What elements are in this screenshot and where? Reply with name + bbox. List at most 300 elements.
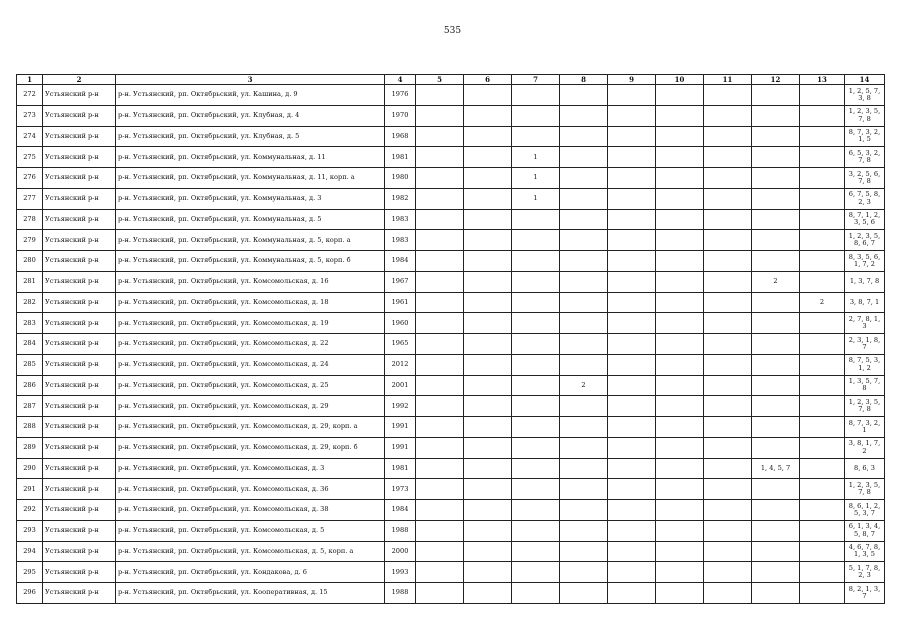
table-row [17,562,885,583]
column-header-4: 4 [385,75,416,85]
cell-col-13 [800,437,845,458]
cell-col-14: 4, 6, 7, 8, 1, 3, 5 [845,541,885,562]
column-header-6: 6 [464,75,512,85]
cell-col-9 [608,313,656,334]
register-table [16,74,885,604]
cell-col-5 [416,417,464,438]
cell-col-3: р-н. Устьянский, рп. Октябрьский, ул. Комсомольская, д. 29 [116,396,385,417]
cell-col-4: 2000 [385,541,416,562]
cell-col-8 [560,500,608,521]
cell-col-14: 8, 7, 3, 2, 1 [845,417,885,438]
cell-col-8 [560,126,608,147]
cell-col-13 [800,188,845,209]
cell-col-9 [608,479,656,500]
table-row [17,396,885,417]
table-row [17,105,885,126]
cell-col-4: 1970 [385,105,416,126]
cell-col-7 [512,541,560,562]
cell-col-4: 1984 [385,251,416,272]
cell-col-5 [416,541,464,562]
cell-col-11 [704,541,752,562]
cell-col-5 [416,458,464,479]
cell-col-3: р-н. Устьянский, рп. Октябрьский, ул. Коммунальная, д. 11 [116,147,385,168]
cell-col-11 [704,583,752,604]
cell-col-13 [800,168,845,189]
cell-col-1: 289 [17,437,43,458]
cell-col-4: 1973 [385,479,416,500]
cell-col-2: Устьянский р-н [43,188,116,209]
table-body [17,85,885,604]
cell-col-6 [464,313,512,334]
cell-col-8 [560,105,608,126]
cell-col-7 [512,126,560,147]
cell-col-5 [416,437,464,458]
cell-col-11 [704,105,752,126]
cell-col-12 [752,147,800,168]
column-header-5: 5 [416,75,464,85]
cell-col-10 [656,520,704,541]
cell-col-10 [656,437,704,458]
cell-col-11 [704,479,752,500]
cell-col-5 [416,126,464,147]
cell-col-11 [704,334,752,355]
cell-col-6 [464,147,512,168]
table-row [17,292,885,313]
cell-col-3: р-н. Устьянский, рп. Октябрьский, ул. Клубная, д. 5 [116,126,385,147]
cell-col-3: р-н. Устьянский, рп. Октябрьский, ул. Комсомольская, д. 22 [116,334,385,355]
cell-col-10 [656,500,704,521]
cell-col-8 [560,458,608,479]
cell-col-3: р-н. Устьянский, рп. Октябрьский, ул. Кондакова, д. 6 [116,562,385,583]
cell-col-2: Устьянский р-н [43,437,116,458]
table-row [17,479,885,500]
cell-col-12 [752,500,800,521]
cell-col-7 [512,437,560,458]
cell-col-4: 1984 [385,500,416,521]
cell-col-6 [464,437,512,458]
cell-col-2: Устьянский р-н [43,271,116,292]
cell-col-1: 286 [17,375,43,396]
cell-col-3: р-н. Устьянский, рп. Октябрьский, ул. Комсомольская, д. 5 [116,520,385,541]
page-number: 535 [443,26,462,36]
cell-col-4: 1976 [385,85,416,106]
cell-col-8 [560,583,608,604]
cell-col-5 [416,188,464,209]
cell-col-3: р-н. Устьянский, рп. Октябрьский, ул. Комсомольская, д. 3 [116,458,385,479]
cell-col-1: 290 [17,458,43,479]
cell-col-5 [416,500,464,521]
cell-col-14: 6, 5, 3, 2, 7, 8 [845,147,885,168]
cell-col-12 [752,251,800,272]
cell-col-3: р-н. Устьянский, рп. Октябрьский, ул. Комсомольская, д. 29, корп. а [116,417,385,438]
cell-col-1: 282 [17,292,43,313]
cell-col-7 [512,230,560,251]
cell-col-9 [608,251,656,272]
cell-col-9 [608,271,656,292]
cell-col-10 [656,417,704,438]
cell-col-10 [656,292,704,313]
cell-col-4: 1967 [385,271,416,292]
cell-col-1: 277 [17,188,43,209]
cell-col-8 [560,334,608,355]
cell-col-13 [800,479,845,500]
cell-col-7 [512,479,560,500]
cell-col-4: 1960 [385,313,416,334]
cell-col-9 [608,168,656,189]
cell-col-11 [704,562,752,583]
cell-col-11 [704,500,752,521]
cell-col-6 [464,85,512,106]
table-row [17,437,885,458]
table-row [17,313,885,334]
cell-col-3: р-н. Устьянский, рп. Октябрьский, ул. Комсомольская, д. 18 [116,292,385,313]
cell-col-14: 8, 7, 1, 2, 3, 5, 6 [845,209,885,230]
cell-col-12: 2 [752,271,800,292]
cell-col-4: 1992 [385,396,416,417]
cell-col-7 [512,313,560,334]
table-row [17,520,885,541]
column-header-2: 2 [43,75,116,85]
table-row [17,251,885,272]
cell-col-5 [416,313,464,334]
cell-col-12 [752,396,800,417]
cell-col-5 [416,479,464,500]
cell-col-9 [608,375,656,396]
cell-col-14: 5, 1, 7, 8, 2, 3 [845,562,885,583]
cell-col-9 [608,354,656,375]
cell-col-2: Устьянский р-н [43,500,116,521]
cell-col-6 [464,375,512,396]
cell-col-2: Устьянский р-н [43,520,116,541]
cell-col-14: 1, 3, 5, 7, 8 [845,375,885,396]
cell-col-11 [704,396,752,417]
cell-col-4: 1991 [385,417,416,438]
table-row [17,209,885,230]
cell-col-4: 1988 [385,583,416,604]
table-row [17,541,885,562]
cell-col-2: Устьянский р-н [43,251,116,272]
cell-col-9 [608,417,656,438]
cell-col-11 [704,168,752,189]
cell-col-6 [464,334,512,355]
cell-col-8 [560,271,608,292]
cell-col-14: 8, 7, 3, 2, 1, 5 [845,126,885,147]
cell-col-5 [416,251,464,272]
cell-col-8 [560,437,608,458]
cell-col-1: 273 [17,105,43,126]
cell-col-6 [464,292,512,313]
cell-col-1: 296 [17,583,43,604]
cell-col-7 [512,375,560,396]
cell-col-12 [752,354,800,375]
cell-col-7 [512,209,560,230]
cell-col-3: р-н. Устьянский, рп. Октябрьский, ул. Клубная, д. 4 [116,105,385,126]
cell-col-3: р-н. Устьянский, рп. Октябрьский, ул. Коммунальная, д. 11, корп. а [116,168,385,189]
cell-col-14: 8, 7, 5, 3, 1, 2 [845,354,885,375]
cell-col-14: 1, 2, 3, 5, 8, 6, 7 [845,230,885,251]
cell-col-12 [752,313,800,334]
cell-col-9 [608,85,656,106]
cell-col-2: Устьянский р-н [43,334,116,355]
cell-col-14: 3, 8, 7, 1 [845,292,885,313]
cell-col-14: 6, 7, 5, 8, 2, 3 [845,188,885,209]
cell-col-2: Устьянский р-н [43,479,116,500]
cell-col-2: Устьянский р-н [43,147,116,168]
cell-col-1: 275 [17,147,43,168]
cell-col-11 [704,147,752,168]
cell-col-11 [704,458,752,479]
cell-col-13 [800,230,845,251]
cell-col-5 [416,209,464,230]
cell-col-9 [608,562,656,583]
cell-col-14: 8, 6, 3 [845,458,885,479]
cell-col-7 [512,85,560,106]
cell-col-5 [416,520,464,541]
cell-col-7: 1 [512,188,560,209]
cell-col-13 [800,209,845,230]
column-header-1: 1 [17,75,43,85]
cell-col-3: р-н. Устьянский, рп. Октябрьский, ул. Коммунальная, д. 5 [116,209,385,230]
cell-col-5 [416,168,464,189]
table-row [17,126,885,147]
cell-col-11 [704,188,752,209]
cell-col-13 [800,85,845,106]
cell-col-5 [416,354,464,375]
cell-col-14: 1, 3, 7, 8 [845,271,885,292]
cell-col-11 [704,437,752,458]
cell-col-10 [656,313,704,334]
cell-col-13 [800,458,845,479]
cell-col-6 [464,230,512,251]
cell-col-8 [560,147,608,168]
cell-col-14: 6, 1, 3, 4, 5, 8, 7 [845,520,885,541]
cell-col-1: 281 [17,271,43,292]
cell-col-8 [560,209,608,230]
cell-col-13 [800,354,845,375]
column-header-14: 14 [845,75,885,85]
cell-col-11 [704,520,752,541]
cell-col-6 [464,271,512,292]
cell-col-11 [704,417,752,438]
cell-col-4: 1991 [385,437,416,458]
cell-col-7 [512,500,560,521]
cell-col-10 [656,168,704,189]
cell-col-10 [656,188,704,209]
cell-col-13 [800,541,845,562]
cell-col-9 [608,147,656,168]
cell-col-10 [656,479,704,500]
cell-col-13 [800,126,845,147]
cell-col-10 [656,209,704,230]
cell-col-6 [464,500,512,521]
column-header-7: 7 [512,75,560,85]
cell-col-10 [656,105,704,126]
cell-col-4: 1983 [385,230,416,251]
cell-col-5 [416,271,464,292]
cell-col-10 [656,354,704,375]
cell-col-11 [704,85,752,106]
cell-col-6 [464,479,512,500]
cell-col-8 [560,520,608,541]
cell-col-11 [704,251,752,272]
cell-col-4: 1968 [385,126,416,147]
cell-col-3: р-н. Устьянский, рп. Октябрьский, ул. Комсомольская, д. 19 [116,313,385,334]
cell-col-12 [752,126,800,147]
table-row [17,417,885,438]
cell-col-3: р-н. Устьянский, рп. Октябрьский, ул. Комсомольская, д. 38 [116,500,385,521]
cell-col-1: 293 [17,520,43,541]
cell-col-10 [656,541,704,562]
cell-col-12 [752,334,800,355]
cell-col-8 [560,562,608,583]
cell-col-12 [752,541,800,562]
table-row [17,230,885,251]
table-row [17,147,885,168]
cell-col-6 [464,417,512,438]
cell-col-2: Устьянский р-н [43,209,116,230]
cell-col-3: р-н. Устьянский, рп. Октябрьский, ул. Кооперативная, д. 15 [116,583,385,604]
column-header-8: 8 [560,75,608,85]
column-header-11: 11 [704,75,752,85]
column-header-3: 3 [116,75,385,85]
cell-col-7 [512,105,560,126]
cell-col-7 [512,520,560,541]
cell-col-8 [560,188,608,209]
cell-col-2: Устьянский р-н [43,126,116,147]
cell-col-10 [656,251,704,272]
cell-col-1: 287 [17,396,43,417]
cell-col-14: 2, 7, 8, 1, 3 [845,313,885,334]
cell-col-2: Устьянский р-н [43,417,116,438]
table-row [17,168,885,189]
cell-col-12: 1, 4, 5, 7 [752,458,800,479]
cell-col-13 [800,251,845,272]
cell-col-2: Устьянский р-н [43,396,116,417]
cell-col-2: Устьянский р-н [43,85,116,106]
column-header-12: 12 [752,75,800,85]
cell-col-14: 1, 2, 3, 5, 7, 8 [845,396,885,417]
cell-col-12 [752,292,800,313]
cell-col-13 [800,147,845,168]
cell-col-7: 1 [512,147,560,168]
table-row [17,85,885,106]
cell-col-8 [560,417,608,438]
table-row [17,583,885,604]
cell-col-12 [752,168,800,189]
cell-col-4: 1961 [385,292,416,313]
table-row [17,500,885,521]
cell-col-3: р-н. Устьянский, рп. Октябрьский, ул. Комсомольская, д. 24 [116,354,385,375]
cell-col-3: р-н. Устьянский, рп. Октябрьский, ул. Коммунальная, д. 5, корп. б [116,251,385,272]
cell-col-7 [512,334,560,355]
cell-col-4: 1980 [385,168,416,189]
cell-col-7 [512,417,560,438]
cell-col-3: р-н. Устьянский, рп. Октябрьский, ул. Комсомольская, д. 36 [116,479,385,500]
cell-col-13 [800,334,845,355]
cell-col-12 [752,437,800,458]
cell-col-9 [608,520,656,541]
cell-col-12 [752,188,800,209]
cell-col-2: Устьянский р-н [43,105,116,126]
cell-col-8 [560,313,608,334]
cell-col-5 [416,583,464,604]
cell-col-1: 291 [17,479,43,500]
cell-col-13 [800,396,845,417]
cell-col-6 [464,562,512,583]
cell-col-13 [800,375,845,396]
cell-col-8: 2 [560,375,608,396]
cell-col-3: р-н. Устьянский, рп. Октябрьский, ул. Коммунальная, д. 5, корп. а [116,230,385,251]
cell-col-6 [464,209,512,230]
cell-col-10 [656,147,704,168]
cell-col-2: Устьянский р-н [43,313,116,334]
cell-col-6 [464,168,512,189]
cell-col-12 [752,375,800,396]
cell-col-7 [512,354,560,375]
cell-col-1: 283 [17,313,43,334]
cell-col-10 [656,85,704,106]
cell-col-14: 3, 8, 1, 7, 2 [845,437,885,458]
cell-col-1: 294 [17,541,43,562]
cell-col-10 [656,583,704,604]
cell-col-9 [608,209,656,230]
cell-col-14: 1, 2, 3, 5, 7, 8 [845,105,885,126]
cell-col-5 [416,85,464,106]
cell-col-14: 8, 6, 1, 2, 5, 3, 7 [845,500,885,521]
cell-col-12 [752,562,800,583]
cell-col-2: Устьянский р-н [43,583,116,604]
cell-col-2: Устьянский р-н [43,562,116,583]
cell-col-7 [512,396,560,417]
cell-col-14: 2, 3, 1, 8, 7 [845,334,885,355]
cell-col-1: 279 [17,230,43,251]
cell-col-12 [752,230,800,251]
cell-col-12 [752,105,800,126]
cell-col-14: 1, 2, 5, 7, 3, 8 [845,85,885,106]
cell-col-4: 1982 [385,188,416,209]
cell-col-2: Устьянский р-н [43,541,116,562]
cell-col-12 [752,417,800,438]
cell-col-9 [608,396,656,417]
table-row [17,354,885,375]
cell-col-2: Устьянский р-н [43,168,116,189]
table-row [17,375,885,396]
cell-col-5 [416,562,464,583]
column-header-9: 9 [608,75,656,85]
cell-col-8 [560,251,608,272]
cell-col-1: 280 [17,251,43,272]
cell-col-10 [656,230,704,251]
cell-col-3: р-н. Устьянский, рп. Октябрьский, ул. Комсомольская, д. 16 [116,271,385,292]
cell-col-13 [800,417,845,438]
cell-col-7 [512,251,560,272]
cell-col-9 [608,292,656,313]
cell-col-9 [608,105,656,126]
cell-col-13 [800,520,845,541]
cell-col-1: 292 [17,500,43,521]
cell-col-9 [608,500,656,521]
cell-col-10 [656,396,704,417]
cell-col-8 [560,354,608,375]
cell-col-12 [752,85,800,106]
cell-col-13 [800,583,845,604]
cell-col-6 [464,126,512,147]
cell-col-6 [464,458,512,479]
cell-col-10 [656,562,704,583]
cell-col-4: 1993 [385,562,416,583]
cell-col-12 [752,520,800,541]
cell-col-5 [416,105,464,126]
